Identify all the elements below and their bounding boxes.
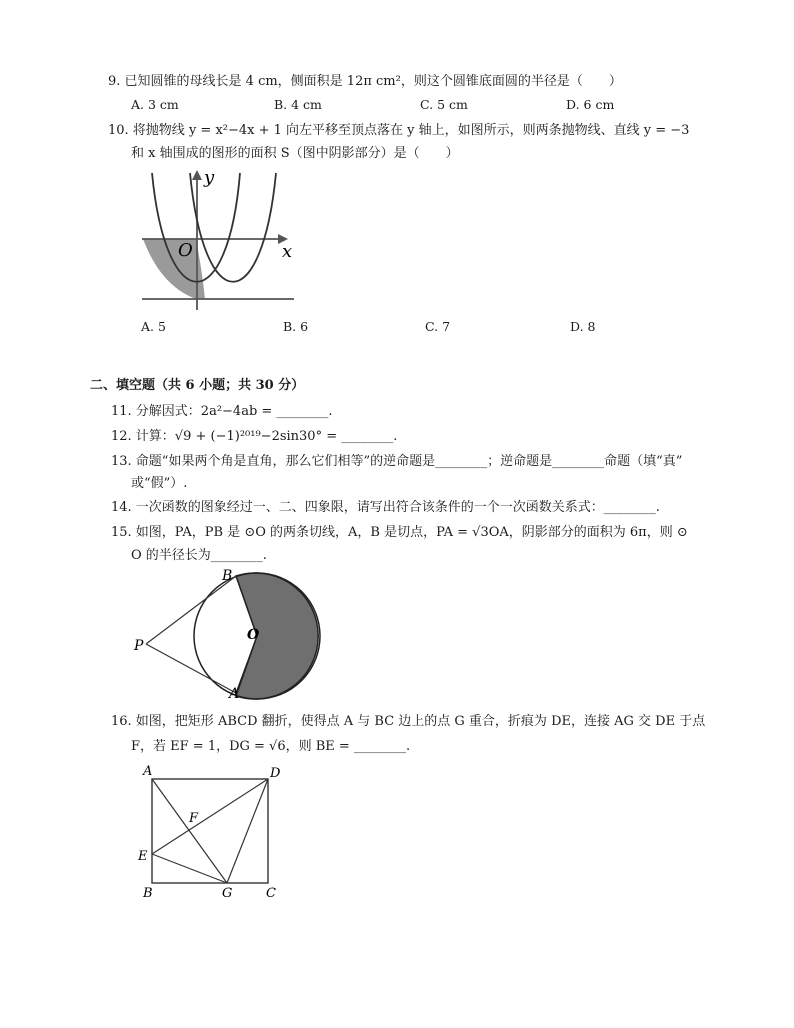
- q16-rectangle-abcd: [152, 779, 268, 883]
- q10-line1: 10. 将抛物线 y = x²−4x + 1 向左平移至顶点落在 y 轴上，如图所示，则两条抛物线、直线 y = −3: [108, 123, 690, 138]
- q15-line1: 15. 如图，PA，PB 是 ⊙O 的两条切线，A，B 是切点，PA = √3OA，阴影部分的面积为 6π，则 ⊙: [111, 525, 688, 540]
- section2-title: 二、填空题（共 6 小题；共 30 分）: [90, 378, 305, 393]
- q10-label-x: x: [282, 241, 293, 262]
- q9-option-c[interactable]: C. 5 cm: [420, 97, 468, 112]
- q10-option-b[interactable]: B. 6: [283, 319, 309, 334]
- q16-label-d: D: [270, 766, 281, 781]
- q15-label-o: O: [247, 627, 260, 643]
- q10-shaded-region: [143, 239, 205, 299]
- q15-label-p: P: [134, 638, 144, 654]
- q12-text: 12. 计算：√9 + (−1)²⁰¹⁹−2sin30° = ________.: [111, 429, 398, 444]
- q15-line2: O 的半径长为________.: [131, 548, 267, 563]
- q16-rectangle-figure: [136, 762, 296, 902]
- q14-text: 14. 一次函数的图象经过一、二、四象限，请写出符合该条件的一个一次函数关系式：________.: [111, 500, 660, 515]
- q16-label-f: F: [189, 811, 199, 826]
- q16-label-c: C: [266, 886, 276, 901]
- q15-tangent-pb: [146, 576, 236, 644]
- q16-label-b: B: [143, 886, 153, 901]
- q10-y-axis-arrow: [192, 170, 202, 180]
- q10-option-c[interactable]: C. 7: [425, 319, 451, 334]
- q10-parabola-figure: [138, 167, 298, 310]
- q16-segment-dg: [227, 779, 268, 883]
- q13-line1: 13. 命题“如果两个角是直角，那么它们相等”的逆命题是________；逆命题是________命题（填“真”: [111, 454, 683, 469]
- q16-label-e: E: [138, 849, 148, 864]
- q11-text: 11. 分解因式：2a²−4ab = ________.: [111, 404, 333, 419]
- q16-segment-eg: [152, 854, 227, 883]
- q9-option-a[interactable]: A. 3 cm: [131, 97, 179, 112]
- q10-option-a[interactable]: A. 5: [141, 319, 166, 334]
- q10-option-d[interactable]: D. 8: [570, 319, 596, 334]
- q9-option-d[interactable]: D. 6 cm: [566, 97, 615, 112]
- q16-label-a: A: [143, 764, 153, 779]
- q10-parabola-original: [190, 173, 276, 282]
- q16-label-g: G: [222, 886, 233, 901]
- q16-segment-ag: [152, 779, 227, 883]
- q16-line2: F，若 EF = 1，DG = √6，则 BE = ________.: [131, 739, 411, 754]
- q16-segment-ed: [152, 779, 268, 854]
- q13-line2: 或“假”）.: [131, 476, 188, 491]
- q9-option-b[interactable]: B. 4 cm: [274, 97, 322, 112]
- q9-text: 9. 已知圆锥的母线长是 4 cm，侧面积是 12π cm²，则这个圆锥底面圆的半径是（ ）: [108, 74, 622, 89]
- q16-line1: 16. 如图，把矩形 ABCD 翻折，使得点 A 与 BC 边上的点 G 重合，折痕为 DE，连接 AG 交 DE 于点: [111, 714, 706, 729]
- q15-label-a: A: [229, 686, 240, 702]
- q15-tangent-pa: [146, 644, 236, 693]
- q10-line2: 和 x 轴围成的图形的面积 S（图中阴影部分）是（ ）: [131, 146, 459, 161]
- q10-label-o: O: [178, 240, 193, 261]
- q15-tangent-figure: [133, 566, 333, 702]
- q15-label-b: B: [222, 568, 233, 584]
- q10-label-y: y: [204, 167, 215, 188]
